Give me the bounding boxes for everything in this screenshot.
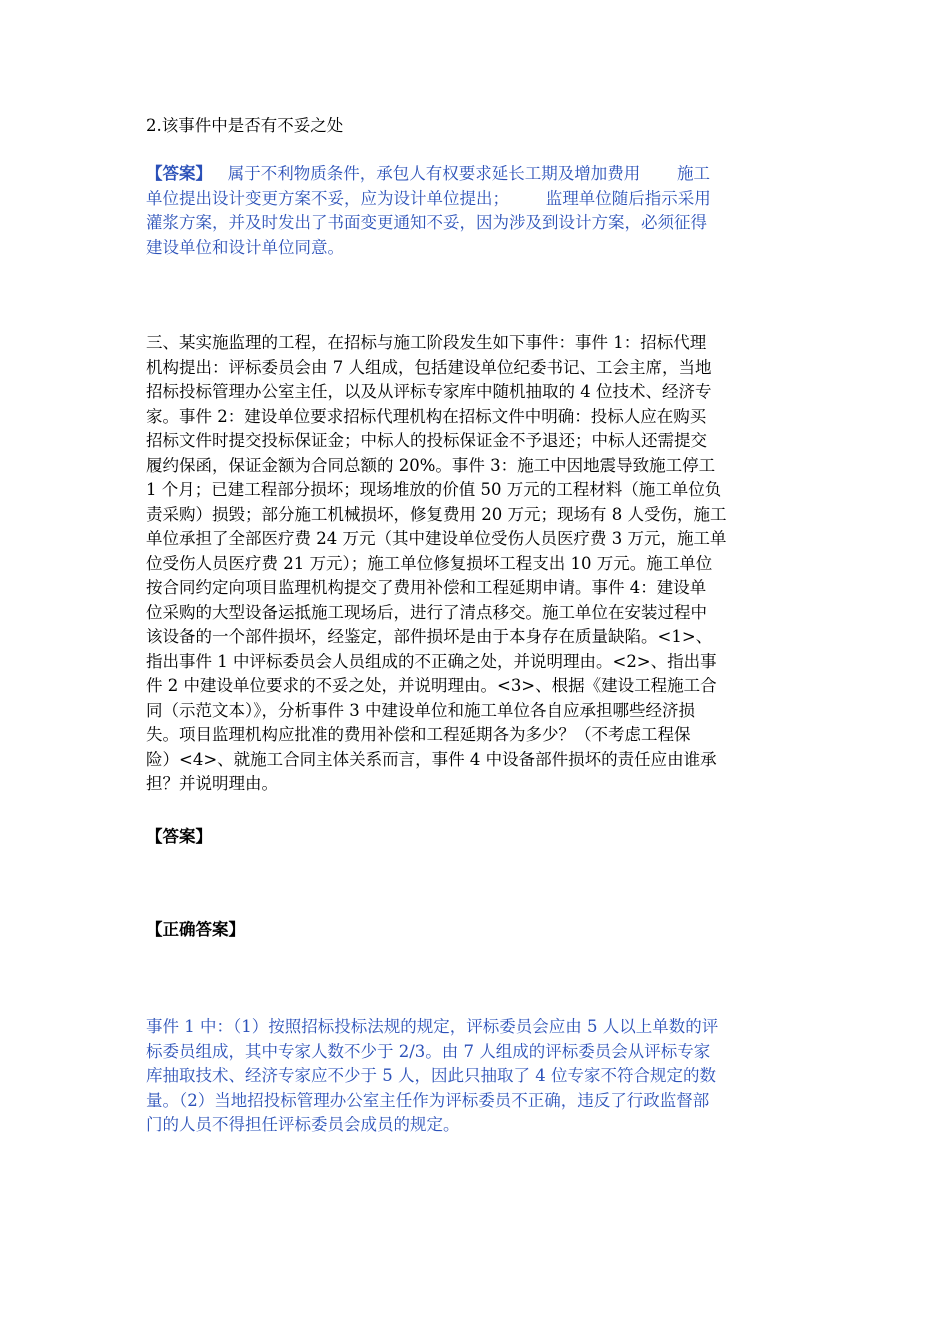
question-line: 1 个月；已建工程部分损坏；现场堆放的价值 50 万元的工程材料（施工单位负 bbox=[146, 480, 722, 499]
question-line: 招标投标管理办公室主任，以及从评标专家库中随机抽取的 4 位技术、经济专 bbox=[146, 382, 712, 401]
question-line: 履约保函，保证金额为合同总额的 20%。事件 3：施工中因地震导致施工停工 bbox=[146, 455, 716, 475]
answer-line: 门的人员不得担任评标委员会成员的规定。 bbox=[146, 1115, 460, 1134]
question-line: 责采购）损毁；部分施工机械损坏，修复费用 20 万元；现场有 8 人受伤，施工 bbox=[146, 504, 727, 524]
answer-tag: 【答案】 bbox=[146, 827, 212, 846]
correct-answer-tag bbox=[146, 918, 810, 943]
correct-tag: 【正确答案】 bbox=[146, 920, 245, 939]
correct-answer-body bbox=[146, 1015, 810, 1138]
answer-line: 量。（2）当地招投标管理办公室主任作为评标委员不正确，违反了行政监督部 bbox=[146, 1090, 710, 1110]
question-line: 招标文件时提交投标保证金；中标人的投标保证金不予退还；中标人还需提交 bbox=[146, 431, 707, 450]
question-line: 三、某实施监理的工程，在招标与施工阶段发生如下事件：事件 1：招标代理 bbox=[146, 333, 707, 352]
section-3-answer-tag bbox=[146, 825, 810, 850]
question-line: 按合同约定向项目监理机构提交了费用补偿和工程延期申请。事件 4：建设单 bbox=[146, 578, 707, 597]
answer-line: 标委员组成，其中专家人数不少于 2/3。由 7 人组成的评标委员会从评标专家 bbox=[146, 1041, 711, 1061]
question-line: 同（示范文本）》，分析事件 3 中建设单位和施工单位各自应承担哪些经济损 bbox=[146, 700, 695, 720]
question-line: 该设备的一个部件损坏，经鉴定，部件损坏是由于本身存在质量缺陷。<1>、 bbox=[146, 627, 713, 646]
question-line: 件 2 中建设单位要求的不妥之处，并说明理由。<3>、根据《建设工程施工合 bbox=[146, 676, 717, 695]
question-line: 担？并说明理由。 bbox=[146, 774, 278, 793]
question-2-answer bbox=[146, 162, 810, 260]
answer-line: 灌浆方案，并及时发出了书面变更通知不妥，因为涉及到设计方案，必须征得 bbox=[146, 213, 707, 232]
question-2-title bbox=[146, 114, 810, 139]
question-line: 险）<4>、就施工合同主体关系而言，事件 4 中设备部件损坏的责任应由谁承 bbox=[146, 749, 717, 769]
answer-tag: 【答案】 bbox=[146, 164, 212, 183]
answer-line: 单位提出设计变更方案不妥，应为设计单位提出； 监理单位随后指示采用 bbox=[146, 188, 711, 208]
answer-line: 库抽取技术、经济专家应不少于 5 人，因此只抽取了 4 位专家不符合规定的数 bbox=[146, 1066, 716, 1085]
section-3-question bbox=[146, 331, 810, 797]
question-line: 位受伤人员医疗费 21 万元）；施工单位修复损坏工程支出 10 万元。施工单位 bbox=[146, 553, 713, 573]
question-line: 单位承担了全部医疗费 24 万元（其中建设单位受伤人员医疗费 3 万元，施工单 bbox=[146, 529, 727, 548]
question-line: 指出事件 1 中评标委员会人员组成的不正确之处，并说明理由。<2>、指出事 bbox=[146, 651, 717, 671]
question-line: 失。项目监理机构应批准的费用补偿和工程延期各为多少？（不考虑工程保 bbox=[146, 725, 691, 744]
question-line: 位采购的大型设备运抵施工现场后，进行了清点移交。施工单位在安装过程中 bbox=[146, 602, 707, 622]
question-title: 2.该事件中是否有不妥之处 bbox=[146, 116, 344, 135]
question-line: 家。事件 2：建设单位要求招标代理机构在招标文件中明确：投标人应在购买 bbox=[146, 406, 707, 426]
answer-line: 事件 1 中：（1）按照招标投标法规的规定，评标委员会应由 5 人以上单数的评 bbox=[146, 1017, 719, 1036]
answer-line: 建设单位和设计单位同意。 bbox=[146, 237, 344, 257]
question-line: 机构提出：评标委员会由 7 人组成，包括建设单位纪委书记、工会主席，当地 bbox=[146, 357, 712, 377]
answer-line: 属于不利物质条件，承包人有权要求延长工期及增加费用 施工 bbox=[212, 164, 710, 183]
